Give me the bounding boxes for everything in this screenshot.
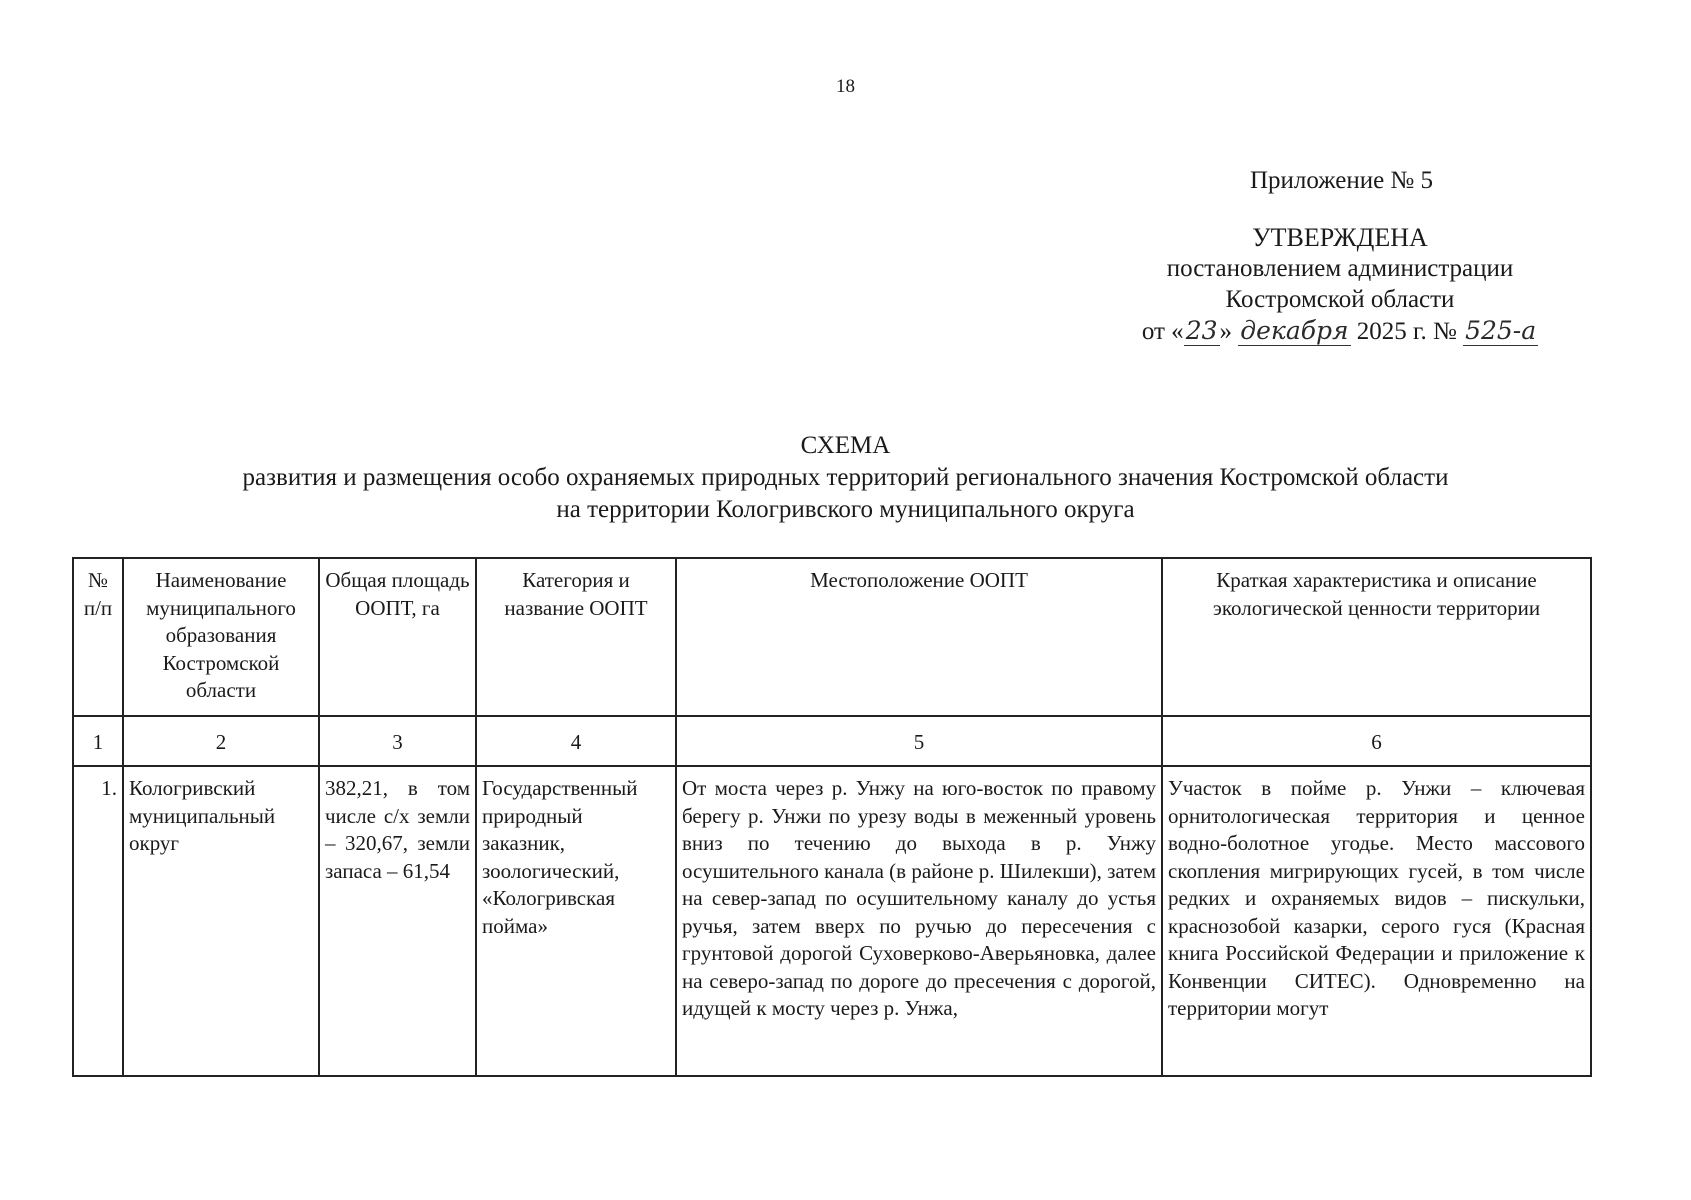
column-number: 2 <box>123 716 319 766</box>
page-number: 18 <box>836 76 855 97</box>
row-location-cell <box>676 766 1162 1076</box>
title-line-2: на территории Кологривского муниципального округа <box>556 496 1135 523</box>
scheme-table <box>72 557 1592 1077</box>
appendix-label: Приложение № 5 <box>1250 167 1434 194</box>
header-municipality: Наименование муниципального образования Костромской области <box>123 558 319 716</box>
date-prefix: от « <box>1141 318 1184 345</box>
row-location: От моста через р. Унжу на юго-восток по правому берегу р. Унжи по урезу воды в меженный уровень вниз по течению до выхода в р. Унжу осушительного канала (в районе р. Шилекши), затем на север-запад по осушительному каналу до устья ручья, затем вверх по ручью до пересечения с грунтовой дорогой Суховерково-Аверьяновка, далее на северо-запад по дороге до пресечения с дорогой, идущей к мосту через р. Унжа, <box>682 776 1156 1020</box>
row-area: 382,21, в том числе с/х земли – 320,67, земли запаса – 61,54 <box>319 766 476 1076</box>
header-area: Общая площадь ООПТ, га <box>319 558 476 716</box>
approval-line-1: постановлением администрации <box>1166 255 1514 282</box>
row-description: Участок в пойме р. Унжи – ключевая орнитологическая территория и ценное водно-болотное угодье. Место массового скопления мигрирующих гусей, в том числе редких и охраняемых видов – пискульки, краснозобой казарки, серого гуся (Красная книга Российской Федерации и приложение к Конвенции СИТЕС). Одновременно на территории могут <box>1168 776 1585 1020</box>
header-description: Краткая характеристика и описание экологической ценности территории <box>1162 558 1591 716</box>
table-header-row <box>73 558 1591 716</box>
column-number: 3 <box>319 716 476 766</box>
row-category: Государственный природный заказник, зоологический, «Кологривская пойма» <box>476 766 676 1076</box>
title-line-1: развития и размещения особо охраняемых природных территорий регионального значения Костромской области <box>242 464 1449 491</box>
day-close-quote: » <box>1219 318 1232 345</box>
column-number: 1 <box>73 716 123 766</box>
title-heading: СХЕМА <box>800 432 891 459</box>
approval-line-2: Костромской области <box>1225 286 1455 313</box>
year-and-number-label: 2025 г. № <box>1356 318 1457 345</box>
header-number: № п/п <box>73 558 123 716</box>
row-number: 1. <box>73 766 123 1076</box>
column-number: 5 <box>676 716 1162 766</box>
header-location: Местоположение ООПТ <box>676 558 1162 716</box>
handwritten-document-number: 525-а <box>1465 316 1537 345</box>
column-number: 6 <box>1162 716 1591 766</box>
row-municipality: Кологривский муниципальный округ <box>123 766 319 1076</box>
column-number-row <box>73 716 1591 766</box>
row-description-cell <box>1162 766 1591 1076</box>
handwritten-day: 23 <box>1185 316 1218 345</box>
handwritten-month: декабря <box>1240 316 1349 345</box>
approval-date-line <box>1110 315 1570 347</box>
approved-stamp-text: УТВЕРЖДЕНА <box>1252 223 1428 252</box>
approval-block <box>1110 165 1570 347</box>
document-title <box>0 430 1691 526</box>
header-category: Категория и название ООПТ <box>476 558 676 716</box>
column-number: 4 <box>476 716 676 766</box>
table-row <box>73 766 1591 1076</box>
